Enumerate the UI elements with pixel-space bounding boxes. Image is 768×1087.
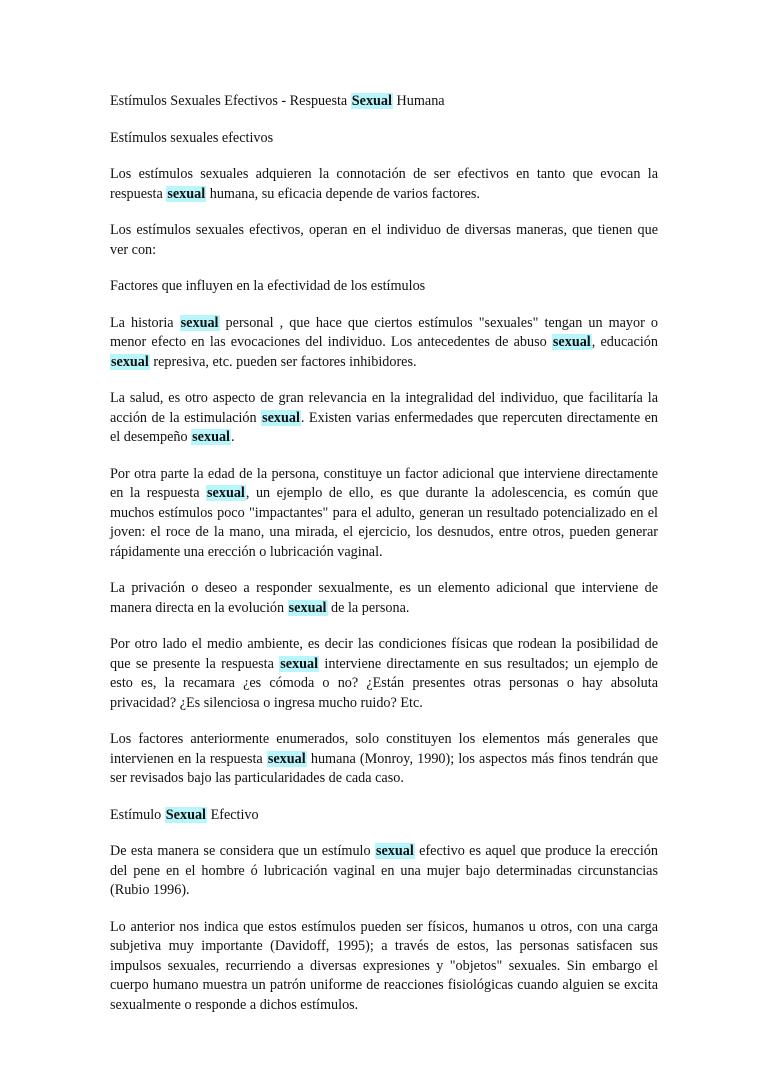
text-segment: Por otro lado el medio ambiente, es decir las condiciones físicas que rodean la posibilidad de que se presente la respuesta xyxy=(110,636,658,672)
document-paragraph xyxy=(110,579,658,618)
highlighted-term: sexual xyxy=(111,353,149,370)
document-paragraph xyxy=(110,221,658,260)
text-segment: , educación xyxy=(591,334,658,350)
highlighted-term: sexual xyxy=(375,843,414,859)
text-segment: represiva, etc. pueden ser factores inhibidores. xyxy=(149,353,417,370)
text-segment: Estímulos Sexuales Efectivos - Respuesta xyxy=(110,93,351,109)
text-segment: De esta manera se considera que un estímulo xyxy=(110,843,375,859)
document-paragraph xyxy=(110,918,658,1016)
document-paragraph xyxy=(110,806,658,826)
document-paragraph xyxy=(110,730,658,789)
text-segment: humana, su eficacia depende de varios factores. xyxy=(206,185,480,202)
text-segment: Los estímulos sexuales efectivos, operan en el individuo de diversas maneras, que tienen que ver con: xyxy=(110,222,658,258)
document-paragraph xyxy=(110,314,658,373)
text-segment: Los estímulos sexuales adquieren la connotación de ser efectivos en tanto que evocan la respuesta xyxy=(110,166,658,202)
text-segment: . xyxy=(231,429,235,445)
text-segment: Estímulos sexuales efectivos xyxy=(110,129,274,146)
text-segment: de la persona. xyxy=(327,599,410,616)
text-segment: interviene directamente en sus resultados; un ejemplo de esto es, la recamara ¿es cómoda o no? ¿Están presentes otras personas o hay absoluta privacidad? ¿Es silenciosa o ingresa mucho ruido? Etc. xyxy=(110,655,658,711)
text-segment: La historia xyxy=(110,314,180,331)
text-segment: personal , que hace que ciertos estímulos "sexuales" tengan un mayor o menor efecto en las evocaciones del individuo. Los antecedentes de abuso xyxy=(110,314,658,350)
highlighted-term: sexual xyxy=(552,334,591,350)
document-paragraph xyxy=(110,165,658,204)
text-segment: Efectivo xyxy=(207,806,259,823)
text-segment: . Existen varias enfermedades que repercuten directamente en el desempeño xyxy=(110,409,658,445)
text-segment: Lo anterior nos indica que estos estímulos pueden ser físicos, humanos u otros, con una carga subjetiva muy importante (Davidoff, 1995); a través de estos, las personas satisfacen sus impulsos sexuales, recurriendo a diversas expresiones y "objetos" sexuales. Sin embargo el cuerpo humano muestra un patrón uniforme de reacciones fisiológicas cuando alguien se excita sexualmente o responde a dichos estímulos. xyxy=(110,918,658,1013)
highlighted-term: sexual xyxy=(280,655,319,672)
text-segment: Humana xyxy=(392,93,445,109)
document-paragraph xyxy=(110,389,658,448)
highlighted-term: sexual xyxy=(192,429,230,445)
text-segment: , un ejemplo de ello, es que durante la adolescencia, es común que muchos estímulos poco "impactantes" para el adulto, generan un resultado potencializado en el joven: el roce de la mano, una mirada, el ejercicio, los desnudos, entre otros, pueden generar rápidamente una erección o lubricación vaginal. xyxy=(110,485,658,560)
text-segment: efectivo es aquel que produce la erección del pene en el hombre ó lubricación vaginal en una mujer bajo determinadas circunstancias (Rubio 1996). xyxy=(110,843,658,898)
highlighted-term: Sexual xyxy=(165,806,207,823)
highlighted-term: Sexual xyxy=(351,93,392,109)
document-paragraph xyxy=(110,635,658,713)
text-segment: Por otra parte la edad de la persona, constituye un factor adicional que interviene directamente en la respuesta xyxy=(110,465,658,501)
document-title xyxy=(110,92,658,112)
document-paragraph xyxy=(110,129,658,149)
highlighted-term: sexual xyxy=(180,314,219,331)
document-paragraph xyxy=(110,465,658,563)
highlighted-term: sexual xyxy=(167,185,206,202)
document-paragraph xyxy=(110,842,658,901)
text-segment: La privación o deseo a responder sexualmente, es un elemento adicional que interviene de manera directa en la evolución xyxy=(110,580,658,616)
text-segment: Estímulo xyxy=(110,806,165,823)
highlighted-term: sexual xyxy=(288,599,327,616)
highlighted-term: sexual xyxy=(267,750,306,767)
document-page xyxy=(110,92,658,1032)
text-segment: Los factores anteriormente enumerados, solo constituyen los elementos más generales que intervienen en la respuesta xyxy=(110,731,658,767)
text-segment: humana (Monroy, 1990); los aspectos más finos tendrán que ser revisados bajo las particularidades de cada caso. xyxy=(110,750,658,786)
document-paragraph xyxy=(110,277,658,297)
text-segment: La salud, es otro aspecto de gran relevancia en la integralidad del individuo, que facilitaría la acción de la estimulación xyxy=(110,390,658,426)
highlighted-term: sexual xyxy=(262,409,300,426)
highlighted-term: sexual xyxy=(207,485,245,501)
text-segment: Factores que influyen en la efectividad de los estímulos xyxy=(110,278,426,294)
